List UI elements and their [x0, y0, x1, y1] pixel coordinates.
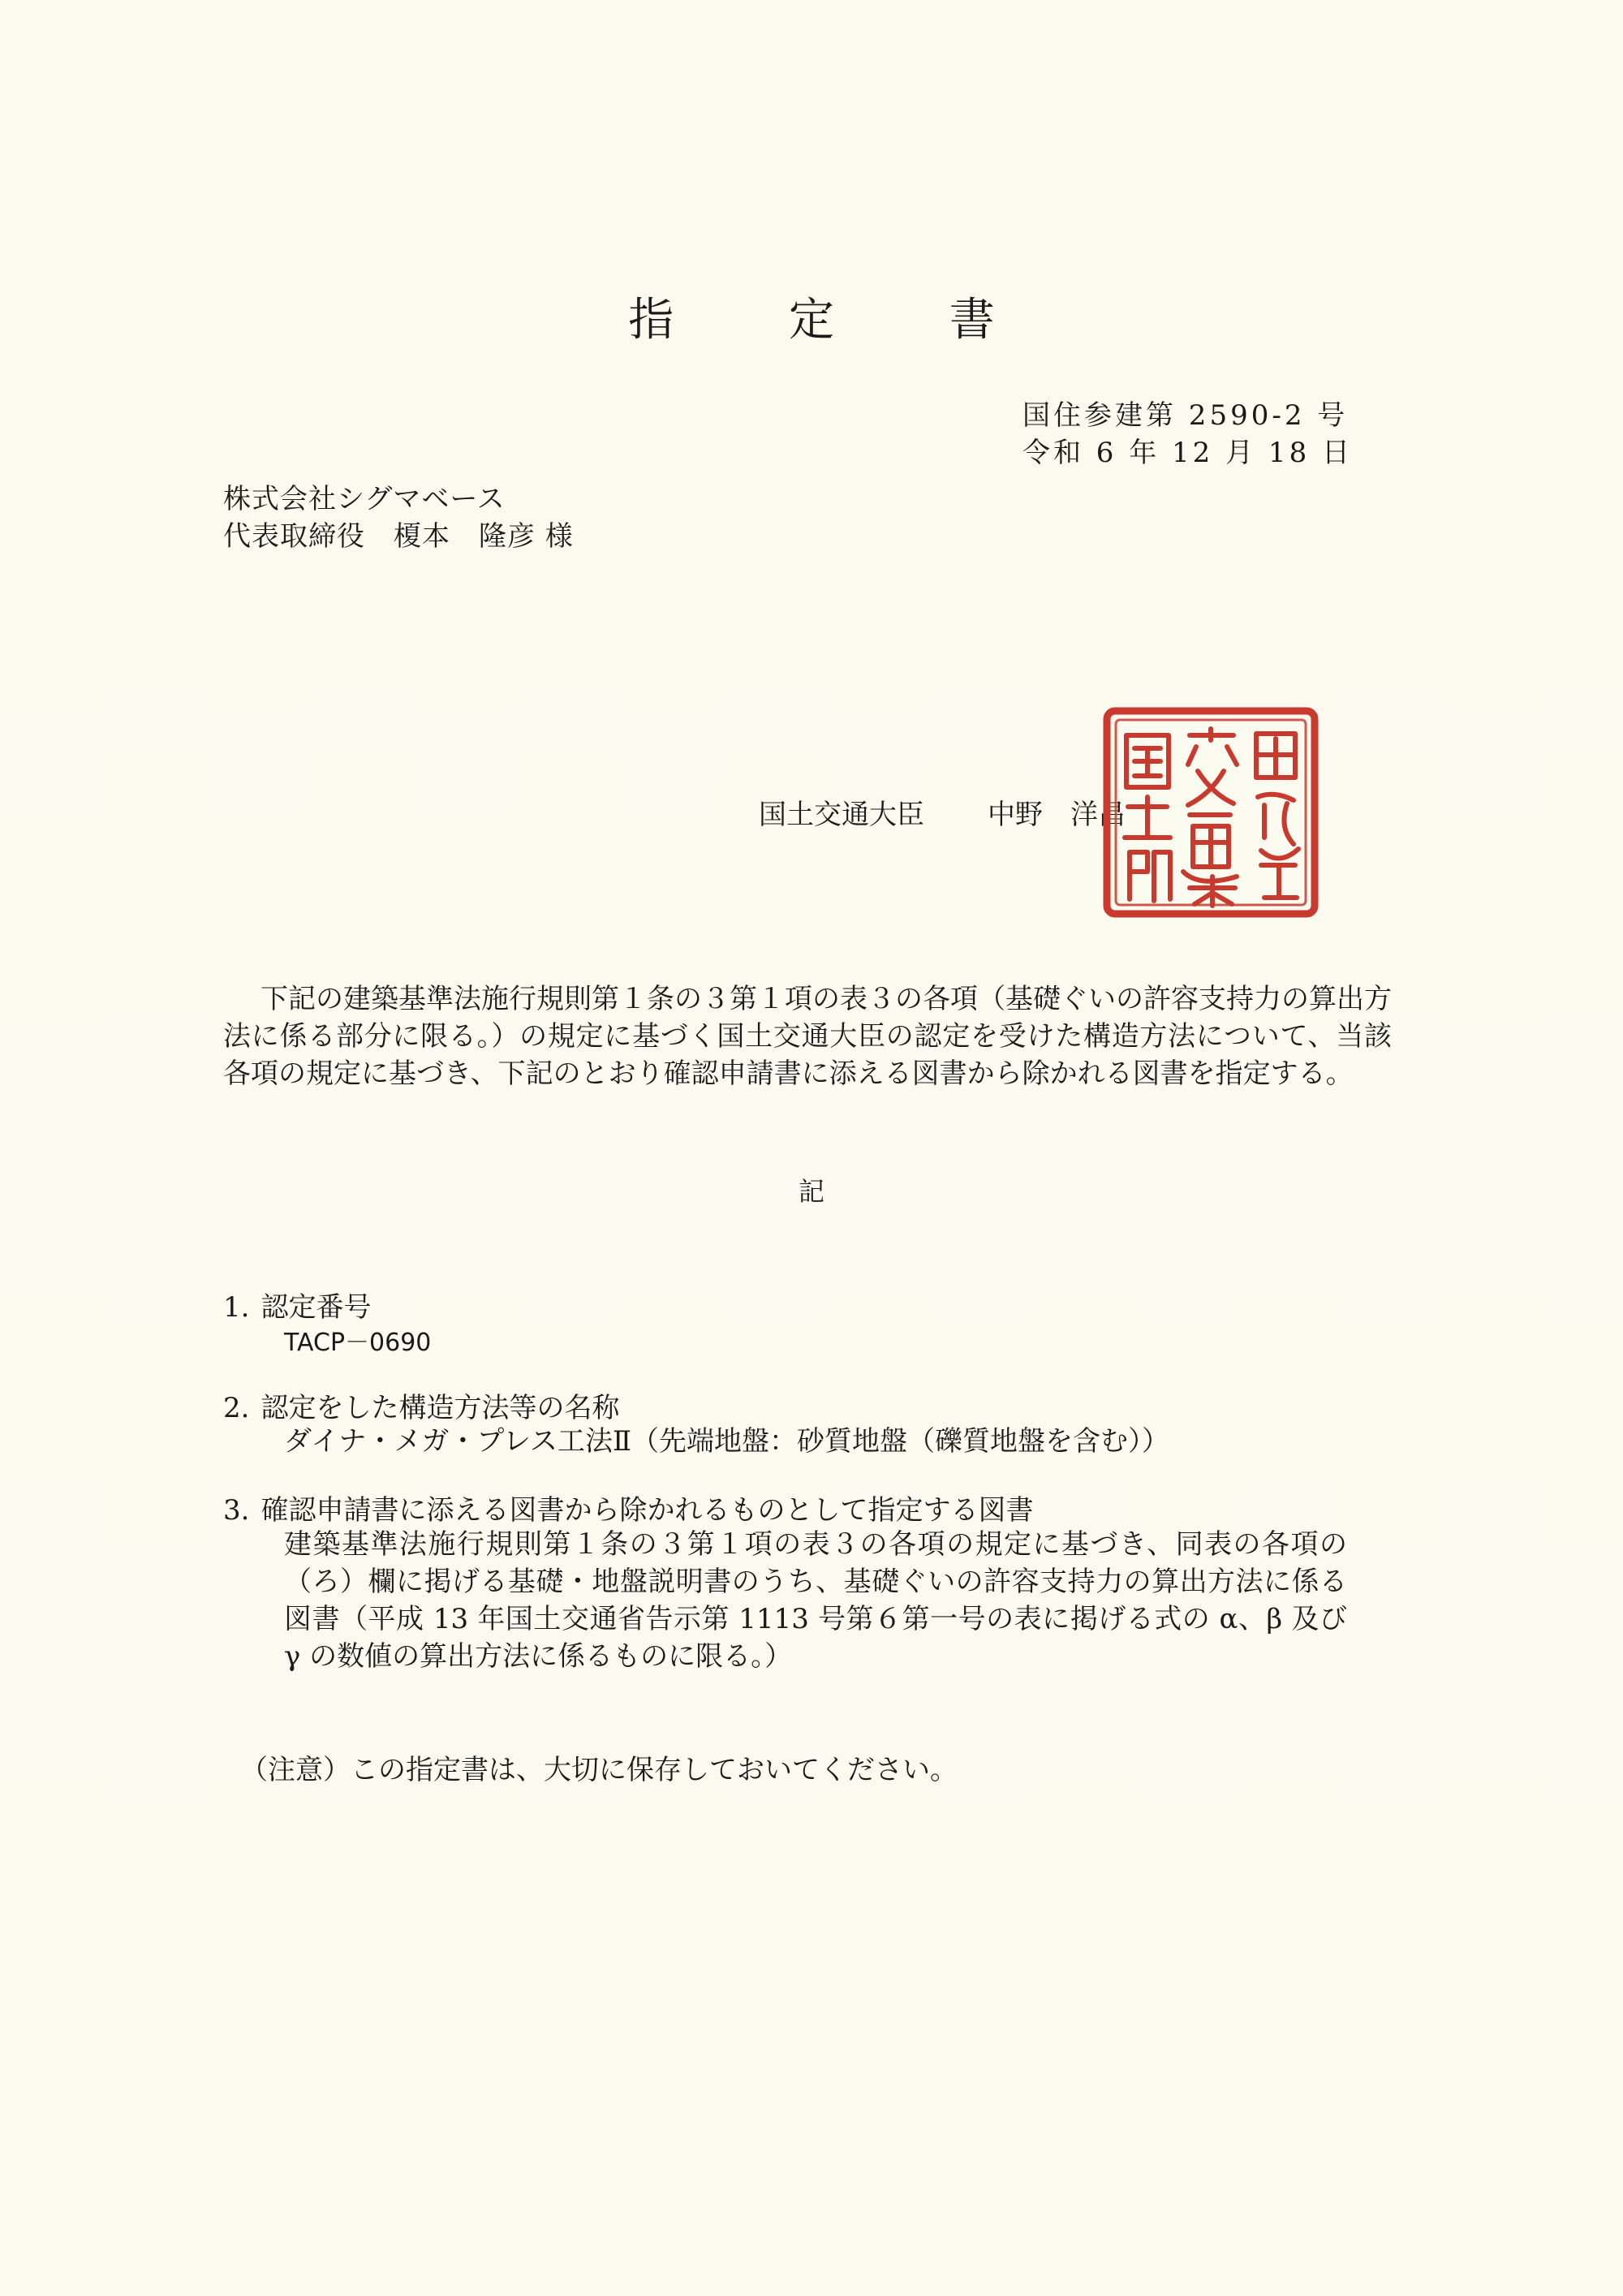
item-3-title: 確認申請書に添える図書から除かれるものとして指定する図書	[260, 1494, 1034, 1527]
item-2-title: 認定をした構造方法等の名称	[260, 1392, 620, 1424]
item-2-number: 2.	[223, 1392, 250, 1424]
item-1-heading	[223, 1285, 371, 1325]
document-title: 指 定 書	[628, 294, 1045, 347]
item-3-content: 建築基準法施行規則第１条の３第１項の表３の各項の規定に基づき、同表の各項の（ろ）欄に掲げる基礎・地盤説明書のうち、基礎ぐいの許容支持力の算出方法に係る図書（平成 13 年国土交通省告示第 1113 号第６第一号の表に掲げる式の α、β 及び γ の数値の算出方法に係るものに限る。）	[284, 1528, 1347, 1673]
sender-name: 中野 洋昌	[988, 799, 1126, 831]
body-paragraph: 下記の建築基準法施行規則第１条の３第１項の表３の各項（基礎ぐいの許容支持力の算出方法に係る部分に限る。）の規定に基づく国土交通大臣の認定を受けた構造方法について、当該各項の規定に基づき、下記のとおり確認申請書に添える図書から除かれる図書を指定する。	[223, 983, 1392, 1090]
document-number: 国住参建第 2590-2 号	[1022, 399, 1349, 432]
recipient-company: 株式会社シグマベース	[223, 483, 506, 515]
note: （注意）この指定書は、大切に保存しておいてください。	[240, 1754, 958, 1786]
item-2-content: ダイナ・メガ・プレス工法Ⅱ（先端地盤：砂質地盤（礫質地盤を含む））	[284, 1425, 1170, 1458]
sender	[759, 792, 1126, 832]
item-3-heading	[223, 1488, 1033, 1527]
document-date: 令和 6 年 12 月 18 日	[1022, 437, 1354, 469]
item-1-number: 1.	[223, 1291, 250, 1324]
item-2-heading	[223, 1385, 619, 1425]
item-3-number: 3.	[223, 1494, 250, 1527]
ki-heading: 記	[798, 1176, 824, 1207]
item-1-title: 認定番号	[260, 1291, 372, 1324]
item-1-content: TACP－0690	[284, 1329, 432, 1357]
recipient-person: 代表取締役 榎本 隆彦 様	[223, 520, 574, 553]
official-seal-icon	[1102, 706, 1319, 919]
sender-title: 国土交通大臣	[759, 799, 924, 831]
